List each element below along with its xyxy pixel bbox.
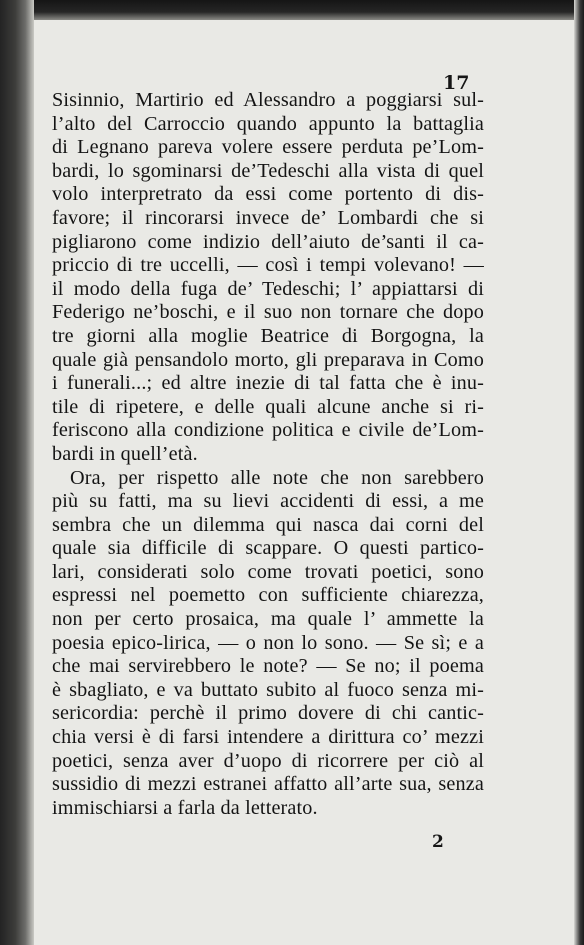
text-line: chia versi è di farsi intendere a dirittura co’ mezzi [52, 726, 484, 749]
text-line: immischiarsi a farla da letterato. [52, 796, 318, 819]
text-line: Federigo ne’boschi, e il suo non tornare che dopo [52, 301, 484, 324]
book-gutter-shadow [0, 0, 34, 945]
text-line: feriscono alla condizione politica e civile de’Lom- [52, 419, 484, 442]
text-line: volo interpretrato da essi come portento di dis- [52, 183, 484, 206]
text-line: è sbagliato, e va buttato subito al fuoco senza mi- [52, 678, 484, 701]
text-line: Sisinnio, Martirio ed Alessandro a poggiarsi sul- [52, 89, 484, 111]
text-line: l’alto del Carroccio quando appunto la battaglia [52, 112, 484, 135]
text-line: sericordia: perchè il primo dovere di chi cantic- [52, 702, 484, 725]
text-line: sussidio di mezzi estranei affatto all’arte sua, senza [52, 773, 484, 796]
text-line: i funerali...; ed altre inezie di tal fatta che è inu- [52, 372, 484, 395]
text-line: poesia epico-lirica, — o non lo sono. — Se sì; e a [52, 631, 484, 654]
signature-mark: 2 [432, 832, 444, 852]
text-line: Ora, per rispetto alle note che non sarebbero [70, 466, 484, 489]
text-line: di Legnano pareva volere essere perduta pe’Lom- [52, 136, 484, 159]
text-line: favore; il rincorarsi invece de’ Lombardi che si [52, 206, 484, 229]
text-line: che mai servirebbero le note? — Se no; il poema [52, 655, 484, 678]
text-line: pigliarono come indizio dell’aiuto de’santi il ca- [52, 230, 484, 253]
text-line: lari, considerati solo come trovati poetici, sono [52, 560, 484, 583]
page-number: 17 [443, 72, 470, 94]
text-line: non per certo prosaica, ma quale l’ ammette la [52, 608, 484, 631]
text-line: tre giorni alla moglie Beatrice di Borgogna, la [52, 324, 484, 347]
top-page-edge [0, 0, 584, 20]
paragraph-1 [52, 89, 484, 467]
text-line: priccio di tre uccelli, — così i tempi volevano! — [52, 254, 484, 277]
text-line: espressi nel poemetto con sufficiente chiarezza, [52, 584, 484, 607]
text-line: poetici, senza aver d’uopo di ricorrere per ciò al [52, 749, 484, 772]
paragraph-2 [52, 467, 484, 821]
text-line: bardi, lo sgominarsi de’Tedeschi alla vista di quel [52, 159, 484, 182]
text-line: quale sia difficile di scappare. O questi partico- [52, 537, 484, 560]
text-line: quale già pensandolo morto, gli preparava in Como [52, 348, 484, 371]
body-text [52, 89, 484, 820]
text-line: più su fatti, ma su lievi accidenti di essi, a me [52, 490, 484, 513]
text-line: bardi in quell’età. [52, 442, 198, 465]
text-line: sembra che un dilemma qui nasca dai corni del [52, 513, 484, 536]
right-page-edge [574, 0, 584, 945]
text-line: tile di ripetere, e delle quali alcune anche si ri- [52, 395, 484, 418]
text-line: il modo della fuga de’ Tedeschi; l’ appiattarsi di [52, 277, 484, 300]
